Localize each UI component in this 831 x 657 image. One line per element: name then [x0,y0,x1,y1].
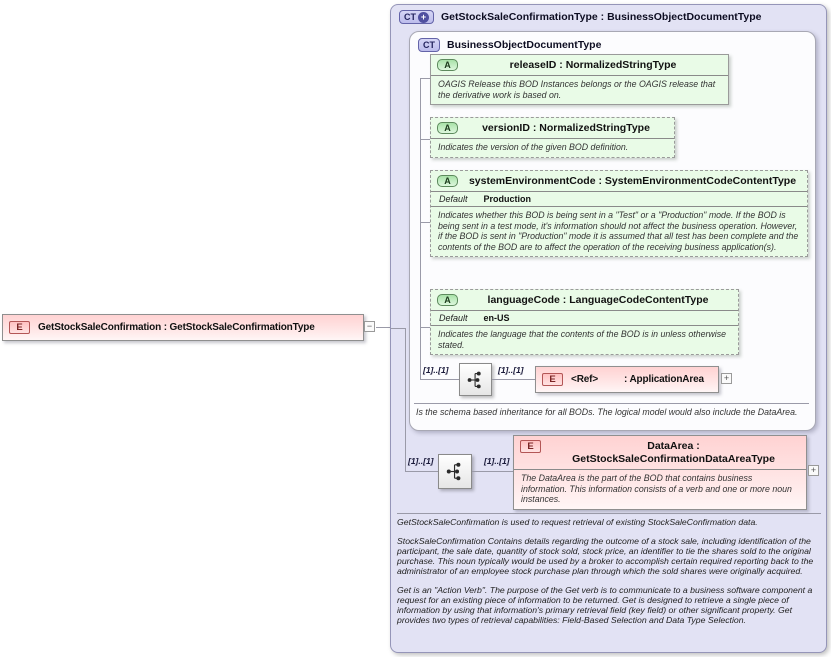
connector-line [420,379,459,380]
complextype-badge-icon: CT [418,38,440,52]
default-label: Default [439,313,468,323]
attribute-title: versionID : NormalizedStringType [482,122,650,134]
attribute-releaseID [430,54,729,105]
basetype-note: Is the schema based inheritance for all BODs. The logical model would also include the DataArea. [416,407,798,417]
cardinality-label: [1]..[1] [484,456,510,466]
attribute-description: Indicates whether this BOD is being sent in a "Test" or a "Production" mode. If the BOD is being sent in a test mode, it's information should not affect the business operation. However, if the BOD is sent in "Production" mode it is assumed that all test has been complete and the contents of the BOD are to affect the operation of the receiving business application(s). [438,210,799,252]
attribute-badge-icon: A [437,294,458,306]
basetype-title: BusinessObjectDocumentType [447,39,602,51]
expand-toggle[interactable]: + [808,465,819,476]
dataarea-element-box[interactable] [513,435,807,510]
connector-line [420,78,430,79]
complextype-plus-badge-icon[interactable] [399,10,434,24]
divider-line [414,403,809,404]
default-value: en-US [483,313,510,323]
connector-line [405,328,406,471]
root-element-label: GetStockSaleConfirmation : GetStockSaleConfirmationType [38,322,315,333]
documentation-paragraph: GetStockSaleConfirmation is used to request retrieval of existing StockSaleConfirmation data. [397,517,758,527]
documentation-paragraph: Get is an "Action Verb". The purpose of the Get verb is to communicate to a business software component a request for an existing piece of information to be returned. Get is designed to retrieve a single piece of information by using that information's primary retrieval field (key field) or other significant property. Get provides two types of retrieval capabilities: Field-Based Selection and Data Type Selection. [397,585,813,625]
sequence-icon[interactable] [438,454,472,489]
complextype-header [399,10,762,24]
documentation-paragraph: StockSaleConfirmation Contains details regarding the outcome of a stock sale, including identification of the participant, the sale date, quantity of stock sold, stock price, an identifier to tie the shares sold to the original purchase. This noun typically would be used by a broker to accomplish certain required reporting back to the administrator of an employee stock purchase plan through which the sold shares were originally acquired. [397,536,814,576]
attribute-versionID [430,117,675,158]
dataarea-title: DataArea : GetStockSaleConfirmationDataAreaType [572,440,775,465]
attribute-badge-icon: A [437,175,458,187]
connector-line [405,471,438,472]
ref-element-name: <Ref> [571,374,599,385]
attribute-badge-icon: A [437,122,458,134]
element-badge-icon: E [520,440,541,453]
attribute-description: Indicates the version of the given BOD definition. [438,142,629,152]
element-badge-icon: E [542,373,563,386]
default-label: Default [439,194,468,204]
complextype-title: GetStockSaleConfirmationType : BusinessObjectDocumentType [441,11,762,23]
connector-line [472,471,513,472]
ref-element-type: : ApplicationArea [624,374,704,385]
attribute-description: Indicates the language that the contents of the BOD is in unless otherwise stated. [438,329,727,350]
basetype-panel [409,31,816,431]
cardinality-label: [1]..[1] [423,365,449,375]
documentation-block [397,517,821,634]
plus-icon: + [418,12,429,23]
connector-line [420,222,430,223]
ref-element-box[interactable] [535,366,719,393]
connector-line [420,78,421,379]
ct-label: CT [404,12,416,22]
connector-line [420,139,430,140]
attribute-systemEnvironmentCode [430,170,808,257]
attribute-title: releaseID : NormalizedStringType [509,59,677,71]
attribute-languageCode [430,289,739,355]
connector-line [391,328,405,329]
attribute-title: languageCode : LanguageCodeContentType [487,294,709,306]
element-badge-icon: E [9,321,30,334]
cardinality-label: [1]..[1] [498,365,524,375]
divider-line [397,513,821,514]
attribute-title: systemEnvironmentCode : SystemEnvironmentCodeContentType [468,175,797,187]
expand-toggle[interactable]: + [721,373,732,384]
basetype-header [418,38,601,52]
collapse-toggle[interactable]: − [364,321,375,332]
root-element-box[interactable] [2,314,364,341]
connector-line [492,379,535,380]
dataarea-description: The DataArea is the part of the BOD that contains business information. This information consists of a verb and one or more noun instances. [521,473,792,504]
complextype-panel [390,4,827,653]
default-value: Production [483,194,532,204]
cardinality-label: [1]..[1] [408,456,434,466]
connector-line [420,327,430,328]
attribute-description: OAGIS Release this BOD Instances belongs or the OAGIS release that the derivative work is based on. [438,79,716,100]
sequence-icon[interactable] [459,363,492,396]
attribute-badge-icon: A [437,59,458,71]
